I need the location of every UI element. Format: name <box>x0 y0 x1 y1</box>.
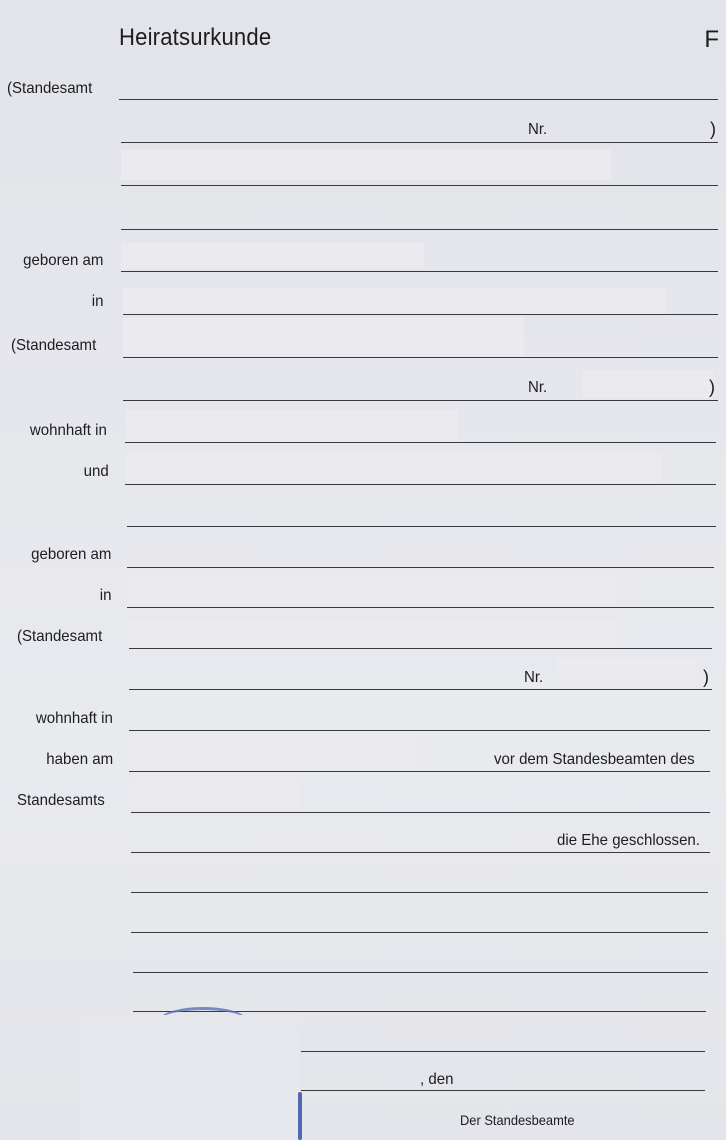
redacted-field <box>557 658 697 688</box>
officer-title: Der Standesbeamte <box>460 1112 575 1128</box>
fill-line <box>121 229 718 230</box>
redacted-field <box>127 575 615 605</box>
fill-line <box>301 1090 705 1091</box>
label-geboren-am: geboren am <box>30 546 111 563</box>
signature-stroke <box>298 1092 302 1140</box>
label-haben-am: haben am <box>46 751 113 768</box>
inline-ehe-geschlossen: die Ehe geschlossen. <box>557 832 700 849</box>
redacted-field <box>125 453 661 483</box>
fill-line <box>131 892 708 893</box>
inline-nr: Nr. <box>528 379 548 396</box>
label-wohnhaft-in: wohnhaft in <box>30 422 107 439</box>
fill-line <box>131 932 708 933</box>
fill-line <box>127 526 716 527</box>
redacted-field <box>129 619 617 647</box>
label-in: in <box>99 587 111 604</box>
inline-den: , den <box>420 1071 454 1088</box>
redacted-field <box>129 738 419 768</box>
label-standesamts: Standesamts <box>17 792 105 809</box>
redacted-field <box>129 780 299 808</box>
fill-line <box>121 271 718 272</box>
fill-line <box>131 812 710 813</box>
inline-vor-dem-standesbeamten: vor dem Standesbeamten des <box>494 751 695 768</box>
fill-line <box>119 99 718 100</box>
redacted-field <box>121 150 611 180</box>
document-title: Heiratsurkunde <box>119 24 272 51</box>
corner-mark: F <box>704 26 719 53</box>
redacted-field <box>123 288 666 314</box>
fill-line <box>129 648 712 649</box>
inline-nr: Nr. <box>524 669 544 686</box>
fill-line <box>125 442 716 443</box>
fill-line <box>127 567 714 568</box>
closing-paren: ) <box>710 119 716 139</box>
label-in: in <box>91 293 103 310</box>
redacted-field <box>583 370 713 398</box>
redacted-field <box>123 318 524 356</box>
label-geboren-am: geboren am <box>22 252 103 269</box>
closing-paren: ) <box>709 377 715 397</box>
fill-line <box>121 185 718 186</box>
label-und: und <box>83 463 109 480</box>
label-standesamt: (Standesamt <box>17 628 103 645</box>
fill-line <box>125 484 716 485</box>
fill-line <box>121 142 718 143</box>
closing-paren: ) <box>703 667 709 687</box>
fill-line <box>123 400 718 401</box>
label-standesamt: (Standesamt <box>11 337 97 354</box>
redacted-field <box>121 243 424 269</box>
redacted-seal-area <box>80 1015 298 1140</box>
fill-line <box>301 1051 705 1052</box>
fill-line <box>123 314 718 315</box>
fill-line <box>133 972 708 973</box>
inline-nr: Nr. <box>528 121 548 138</box>
redacted-field <box>125 410 458 442</box>
label-standesamt: (Standesamt <box>7 80 93 97</box>
fill-line <box>123 357 718 358</box>
fill-line <box>129 689 712 690</box>
fill-line <box>131 852 710 853</box>
fill-line <box>127 607 714 608</box>
fill-line <box>129 771 710 772</box>
label-wohnhaft-in: wohnhaft in <box>36 710 113 727</box>
fill-line <box>129 730 710 731</box>
